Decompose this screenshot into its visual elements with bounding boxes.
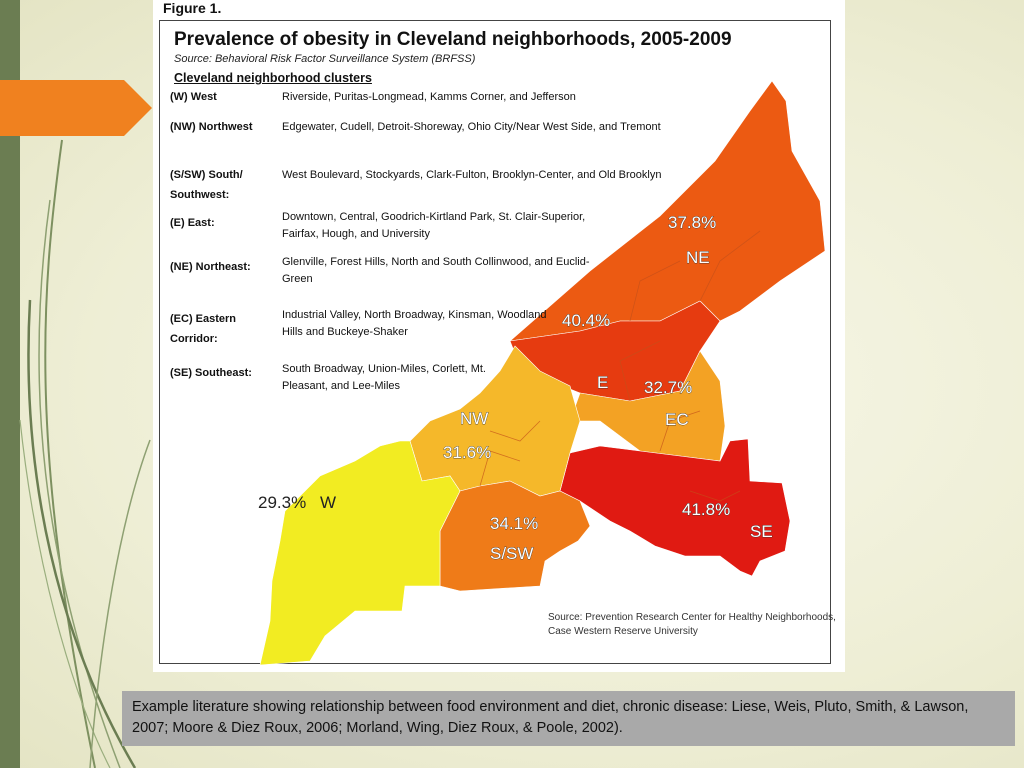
map-label-ec-code: EC — [665, 410, 689, 429]
caption-box: Example literature showing relationship between food environment and diet, chronic disease: Liese, Weis, Pluto, Smith, & Lawson, 2007; Moore & Diez Roux, 2006; Morland, Wing, Diez Roux, & Poole, 2002). — [122, 691, 1015, 746]
map-credit — [548, 611, 836, 639]
cluster-desc-ec: Industrial Valley, North Broadway, Kinsman, Woodland Hills and Buckeye-Shaker — [282, 309, 547, 338]
figure-image — [153, 0, 845, 672]
map-label-w-value: 29.3% — [258, 493, 307, 512]
map-label-ne-value: 37.8% — [668, 213, 717, 232]
map-label-ec-value: 32.7% — [644, 378, 693, 397]
clusters-heading: Cleveland neighborhood clusters — [174, 71, 372, 85]
cluster-label-se: (SE) Southeast: — [170, 367, 252, 379]
cluster-label-ec: (EC) Eastern Corridor: — [170, 313, 237, 345]
cluster-desc-e: Downtown, Central, Goodrich-Kirtland Park, St. Clair-Superior, Fairfax, Hough, and University — [282, 211, 586, 240]
cluster-desc-ne: Glenville, Forest Hills, North and South Collinwood, and Euclid-Green — [282, 256, 590, 285]
cluster-label-e: (E) East: — [170, 217, 215, 229]
map-label-se-code: SE — [750, 522, 773, 541]
orange-arrow-tab — [0, 80, 152, 136]
map-label-w-code: W — [320, 493, 337, 512]
map-label-ne-code: NE — [686, 248, 710, 267]
map-credit-line2: Case Western Reserve University — [548, 626, 698, 637]
cluster-desc-w: Riverside, Puritas-Longmead, Kamms Corner, and Jefferson — [282, 91, 576, 103]
map-label-ssw-value: 34.1% — [490, 514, 539, 533]
cluster-desc-se: South Broadway, Union-Miles, Corlett, Mt. Pleasant, and Lee-Miles — [282, 363, 486, 392]
map-credit-line1: Source: Prevention Research Center for Healthy Neighborhoods, — [548, 612, 836, 623]
figure-source: Source: Behavioral Risk Factor Surveillance System (BRFSS) — [174, 53, 476, 65]
cluster-label-ne: (NE) Northeast: — [170, 261, 251, 273]
cluster-label-ssw: (S/SW) South/ Southwest: — [170, 169, 243, 201]
figure-title: Prevalence of obesity in Cleveland neighborhoods, 2005-2009 — [174, 29, 732, 50]
map-region-ssw — [440, 481, 590, 591]
map-label-e-value: 40.4% — [562, 311, 611, 330]
map-label-se-value: 41.8% — [682, 500, 731, 519]
figure-frame — [159, 20, 836, 664]
map-label-e-code: E — [597, 373, 609, 392]
figure-label: Figure 1. — [163, 0, 222, 16]
cluster-label-nw: (NW) Northwest — [170, 121, 253, 133]
cluster-desc-ssw: West Boulevard, Stockyards, Clark-Fulton, Brooklyn-Center, and Old Brooklyn — [282, 169, 662, 181]
cluster-label-w: (W) West — [170, 91, 217, 103]
cluster-desc-nw: Edgewater, Cudell, Detroit-Shoreway, Ohio City/Near West Side, and Tremont — [282, 121, 661, 133]
map-region-se — [560, 439, 790, 576]
map-label-nw-value: 31.6% — [443, 443, 492, 462]
map-label-nw-code: NW — [460, 409, 489, 428]
map-label-ssw-code: S/SW — [490, 544, 534, 563]
